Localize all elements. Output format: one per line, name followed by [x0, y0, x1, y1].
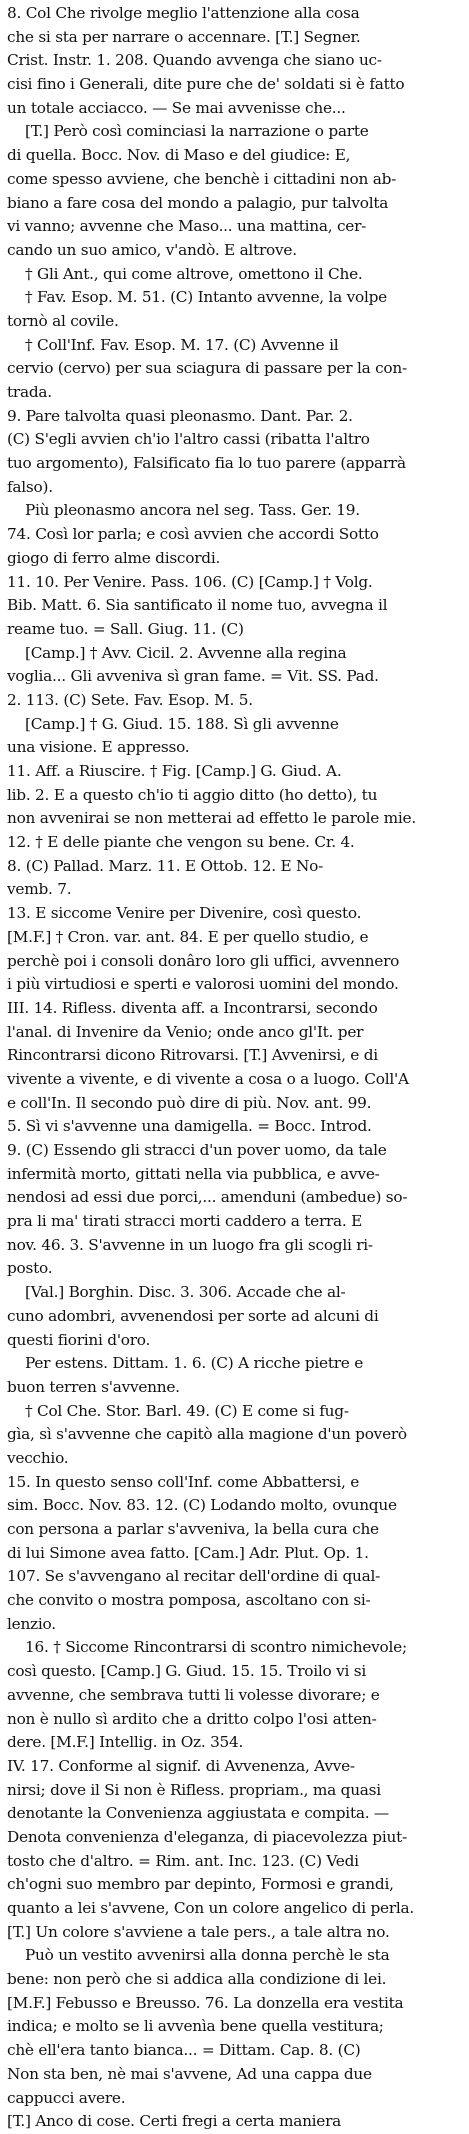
text-line: tornò al covile. — [7, 311, 119, 330]
text-line: [Camp.] † Avv. Cicil. 2. Avvenne alla regina — [25, 643, 347, 662]
text-line: infermità morto, gittati nella via pubblica, e avve- — [7, 1164, 380, 1183]
text-line: posto. — [7, 1259, 53, 1278]
text-line: Rincontrarsi dicono Ritrovarsi. [T.] Avvenirsi, e di — [7, 1046, 378, 1065]
text-line: 74. Così lor parla; e così avvien che accordi Sotto — [7, 525, 379, 544]
text-line: ch'ogni suo membro par depinto, Formosi e grandi, — [7, 1875, 394, 1894]
text-line: † Fav. Esop. M. 51. (C) Intanto avvenne, la volpe — [25, 288, 387, 307]
text-line: † Col Che. Stor. Barl. 49. (C) E come si fug- — [25, 1401, 349, 1420]
text-line: 15. In questo senso coll'Inf. come Abbattersi, e — [7, 1472, 360, 1491]
text-line: Denota convenienza d'eleganza, di piacevolezza piut- — [7, 1827, 407, 1846]
text-line: 11. Aff. a Riuscire. † Fig. [Camp.] G. Giud. A. — [7, 762, 342, 780]
text-line: con persona a parlar s'avveniva, la bella cura che — [7, 1520, 379, 1538]
text-line: quanto a lei s'avvene, Con un colore angelico di perla. — [7, 1899, 415, 1917]
text-line: [Val.] Borghin. Disc. 3. 306. Accade che al- — [25, 1283, 346, 1302]
text-line: falso). — [7, 477, 53, 496]
text-line: vemb. 7. — [7, 880, 72, 899]
text-line: bene: non però che si addica alla condizione di lei. — [7, 1970, 387, 1989]
text-line: non è nullo sì ardito che a dritto colpo l'osi atten- — [7, 1709, 377, 1728]
text-line: perchè poi i consoli donâro loro gli uffici, avvennero — [7, 951, 400, 970]
text-line: non avvenirai se non metterai ad effetto le parole mie. — [7, 809, 416, 828]
text-line: Può un vestito avvenirsi alla donna perchè le sta — [25, 1946, 390, 1965]
text-line: Non sta ben, nè mai s'avvene, Ad una cappa due — [7, 2064, 372, 2083]
text-line: pra li ma' tirati stracci morti caddero a terra. E — [7, 1212, 363, 1231]
text-line: lib. 2. E a questo ch'io ti aggio ditto (ho detto), tu — [7, 785, 378, 804]
text-line: Più pleonasmo ancora nel seg. Tass. Ger. 19. — [25, 501, 360, 520]
text-line: un totale acciacco. — Se mai avvenisse che... — [7, 98, 346, 117]
text-line: Per estens. Dittam. 1. 6. (C) A ricche pietre e — [25, 1354, 364, 1373]
text-line: [T.] Però così cominciasi la narrazione o parte — [25, 122, 369, 141]
text-line: nendosi ad essi due porci,... amenduni (ambedue) so- — [7, 1188, 408, 1207]
text-line: 2. 113. (C) Sete. Fav. Esop. M. 5. — [7, 690, 253, 709]
text-line: 12. † E delle piante che vengon su bene. Cr. 4. — [7, 833, 355, 852]
text-line: voglia... Gli avveniva sì gran fame. = Vit. SS. Pad. — [7, 667, 379, 686]
text-line: † Coll'Inf. Fav. Esop. M. 17. (C) Avvenne il — [25, 335, 339, 354]
text-line: cervio (cervo) per sua sciagura di passare per la con- — [7, 359, 407, 378]
text-line: così questo. [Camp.] G. Giud. 15. 15. Troilo vi si — [7, 1662, 367, 1681]
text-line: giogo di ferro alme discordi. — [7, 548, 221, 567]
text-line: avvenne, che sembrava tutti li volesse divorare; e — [7, 1685, 380, 1704]
text-line: 16. † Siccome Rincontrarsi di scontro nimichevole; — [25, 1638, 407, 1657]
text-line: 13. E siccome Venire per Divenire, così questo. — [7, 904, 362, 923]
text-line: vi vanno; avvenne che Maso... una mattina, cer- — [7, 217, 367, 236]
text-line: biano a fare cosa del mondo a palagio, pur talvolta — [7, 193, 389, 212]
text-line: che si sta per narrare o accennare. [T.] Segner. — [7, 27, 361, 46]
text-line: dere. [M.F.] Intellig. in Oz. 354. — [7, 1733, 244, 1752]
text-line: tuo argomento), Falsificato fia lo tuo parere (apparrà — [7, 454, 406, 473]
text-line: trada. — [7, 383, 52, 401]
text-line: Crist. Instr. 1. 208. Quando avvenga che siano uc- — [7, 51, 382, 70]
text-line: 11. 10. Per Venire. Pass. 106. (C) [Camp.] † Volg. — [7, 572, 373, 591]
text-line: reame tuo. = Sall. Giug. 11. (C) — [7, 619, 244, 638]
text-line: lenzio. — [7, 1614, 56, 1633]
text-line: [T.] Un colore s'avviene a tale pers., a tale altra no. — [7, 1922, 390, 1941]
text-line: denotante la Convenienza aggiustata e compita. — — [7, 1804, 389, 1823]
text-line: di quella. Bocc. Nov. di Maso e del giudice: E, — [7, 146, 351, 165]
text-line: cando un suo amico, v'andò. E altrove. — [7, 240, 297, 259]
text-line: vecchio. — [7, 1448, 69, 1467]
text-line: i più virtudiosi e sperti e valorosi uomini del mondo. — [7, 975, 399, 994]
text-line: buon terren s'avvenne. — [7, 1377, 180, 1396]
text-line: una visione. E appresso. — [7, 738, 190, 757]
text-line: 9. (C) Essendo gli stracci d'un pover uomo, da tale — [7, 1141, 387, 1159]
text-line: e coll'In. Il secondo può dire di più. Nov. ant. 99. — [7, 1093, 372, 1112]
text-line: tosto che d'altro. = Rim. ant. Inc. 123. (C) Vedi — [7, 1851, 359, 1870]
text-line: IV. 17. Conforme al signif. di Avvenenza, Avve- — [7, 1756, 355, 1775]
text-line: [M.F.] † Cron. var. ant. 84. E per quello studio, e — [7, 927, 369, 946]
text-line: 107. Se s'avvengano al recitar dell'ordine di qual- — [7, 1567, 381, 1586]
text-line: indica; e molto se li avvenìa bene quella vestitura; — [7, 2017, 384, 2036]
text-line: cappucci avere. — [7, 2088, 126, 2107]
text-line: [T.] Anco di cose. Certi fregi a certa maniera — [7, 2112, 342, 2131]
text-line: 9. Pare talvolta quasi pleonasmo. Dant. Par. 2. — [7, 406, 353, 425]
text-line: chè ell'era tanto bianca... = Dittam. Cap. 8. (C) — [7, 2041, 361, 2060]
text-line: † Gli Ant., qui come altrove, omettono il Che. — [25, 264, 363, 283]
text-line: III. 14. Rifless. diventa aff. a Incontrarsi, secondo — [7, 998, 378, 1017]
text-line: (C) S'egli avvien ch'io l'altro cassi (ribatta l'altro — [7, 430, 370, 449]
text-line: 8. (C) Pallad. Marz. 11. E Ottob. 12. E No- — [7, 856, 323, 875]
text-line: 5. Sì vi s'avvenne una damigella. = Bocc. Introd. — [7, 1117, 372, 1136]
text-line: cuno adombri, avvenendosi per sorte ad alcuni di — [7, 1306, 379, 1325]
text-line: gìa, sì s'avvenne che capitò alla magione d'un poverò — [7, 1425, 407, 1444]
text-line: Bib. Matt. 6. Sia santificato il nome tuo, avvegna il — [7, 596, 388, 615]
text-line: di lui Simone avea fatto. [Cam.] Adr. Plut. Op. 1. — [7, 1543, 369, 1562]
text-line: sim. Bocc. Nov. 83. 12. (C) Lodando molto, ovunque — [7, 1496, 397, 1515]
text-line: [Camp.] † G. Giud. 15. 188. Sì gli avvenne — [25, 714, 339, 733]
text-line: [M.F.] Febusso e Breusso. 76. La donzella era vestita — [7, 1993, 404, 2012]
text-line: vivente a vivente, e di vivente a cosa o a luogo. Coll'A — [7, 1069, 409, 1088]
text-line: l'anal. di Invenire da Venio; onde anco gl'It. per — [7, 1022, 364, 1041]
text-line: questi fiorini d'oro. — [7, 1330, 151, 1349]
text-line: cisi fino i Generali, dite pure che de' soldati si è fatto — [7, 75, 405, 94]
text-line: nirsi; dove il Si non è Rifless. propriam., ma quasi — [7, 1780, 381, 1799]
text-line: che convito o mostra pomposa, ascoltano con si- — [7, 1591, 371, 1610]
text-line: 8. Col Che rivolge meglio l'attenzione alla cosa — [7, 4, 360, 22]
text-line: come spesso avviene, che benchè i cittadini non ab- — [7, 169, 397, 188]
text-line: nov. 46. 3. S'avvenne in un luogo fra gli scogli ri- — [7, 1235, 373, 1254]
